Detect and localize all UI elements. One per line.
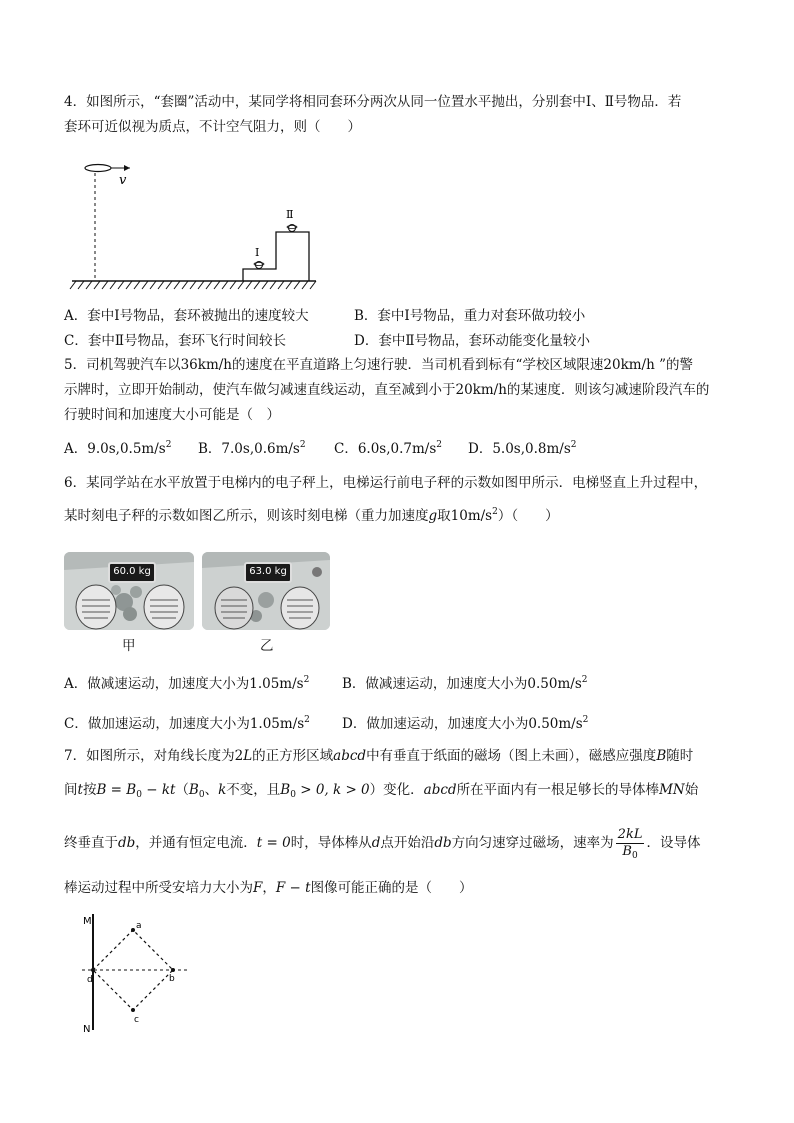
velocity-arrowhead: [124, 165, 130, 171]
q7-magnetic-field-figure: [70, 910, 200, 1036]
scale-photo-left: [64, 552, 194, 630]
q7-stem-line1: 7．如图所示，对角线长度为2L的正方形区域abcd中有垂直于纸面的磁场（图上未画），磁感应强度B随时: [64, 748, 694, 764]
q5-stem-line2: 示牌时，立即开始制动，使汽车做匀减速直线运动，直至减到小于20km/h的某速度．则该匀减速阶段汽车的: [64, 382, 710, 398]
q4-stem-line2: 套环可近似视为质点，不计空气阻力，则（ ）: [64, 119, 361, 135]
steps-outline: [243, 232, 309, 281]
q4-option-b: B．套中Ⅰ号物品，重力对套环做功较小: [354, 308, 586, 324]
label-n: N: [83, 1024, 91, 1035]
caption-left: 甲: [122, 638, 136, 654]
q7-stem-line3: 终垂直于db，并通有恒定电流．t = 0时，导体棒从d点开始沿db方向匀速穿过磁场，速率为 $\frac{2kL}{B_0}$ ．设导体: [64, 827, 701, 861]
q5-stem-line3: 行驶时间和加速度大小可能是（ ）: [64, 407, 280, 423]
label-b: b: [169, 974, 175, 984]
q4-option-d: D．套中Ⅱ号物品，套环动能变化量较小: [354, 333, 590, 349]
ground-hatching: [70, 281, 316, 289]
q7-stem-line2: 间t按$B = B_0 - kt(B_0$、k不变，且$B_0 > 0$, k > 0）变化．abcd所在平面内有一根足够长的导体棒MN始: [64, 782, 699, 800]
q5-option-b: B．$7.0s,0.6m/s^2$: [198, 440, 306, 457]
q6-option-c: C．做加速运动，加速度大小为$1.05m/s^2$: [64, 715, 310, 732]
q6-stem-line2: 某时刻电子秤的示数如图乙所示，则该时刻电梯（重力加速度g取$10m/s^2$）（ ）: [64, 507, 559, 524]
q5-option-a: A．$9.0s,0.5m/s^2$: [64, 440, 172, 457]
label-m: M: [83, 916, 92, 927]
label-d: d: [87, 975, 93, 985]
q5-option-d: D．$5.0s,0.8m/s^2$: [468, 440, 577, 457]
item1-label: Ⅰ: [255, 246, 260, 259]
scale-photo-right: [202, 552, 330, 630]
scale-reading-right: 63.0 kg: [244, 562, 292, 583]
q7-stem-line4: 棒运动过程中所受安培力大小为F，F − t图像可能正确的是（ ）: [64, 880, 473, 896]
velocity-label: v: [119, 173, 127, 188]
label-a: a: [136, 921, 142, 931]
q4-ring-toss-figure: [64, 148, 334, 296]
q5-option-c: C．$6.0s,0.7m/s^2$: [334, 440, 442, 457]
scale-reading-left: 60.0 kg: [108, 562, 156, 583]
caption-right: 乙: [260, 638, 274, 654]
q5-stem-line1: 5．司机驾驶汽车以36km/h的速度在平直道路上匀速行驶．当司机看到标有“学校区域限速20km/h ”的警: [64, 357, 693, 373]
q6-option-b: B．做减速运动，加速度大小为$0.50m/s^2$: [342, 675, 588, 692]
ring-shape: [85, 165, 111, 172]
q6-option-a: A．做减速运动，加速度大小为$1.05m/s^2$: [64, 675, 310, 692]
speed-fraction: $\frac{2kL}{B_0}$: [617, 827, 643, 861]
item2-label: Ⅱ: [286, 208, 294, 221]
q4-option-c: C．套中Ⅱ号物品，套环飞行时间较长: [64, 333, 287, 349]
q6-option-d: D．做加速运动，加速度大小为$0.50m/s^2$: [342, 715, 589, 732]
q6-stem-line1: 6．某同学站在水平放置于电梯内的电子秤上，电梯运行前电子秤的示数如图甲所示．电梯竖直上升过程中，: [64, 475, 708, 491]
label-c: c: [134, 1015, 139, 1025]
q4-option-a: A．套中Ⅰ号物品，套环被抛出的速度较大: [64, 308, 309, 324]
q4-stem-line1: 4．如图所示，“套圈”活动中，某同学将相同套环分两次从同一位置水平抛出，分别套中Ⅰ、Ⅱ号物品．若: [64, 94, 682, 110]
